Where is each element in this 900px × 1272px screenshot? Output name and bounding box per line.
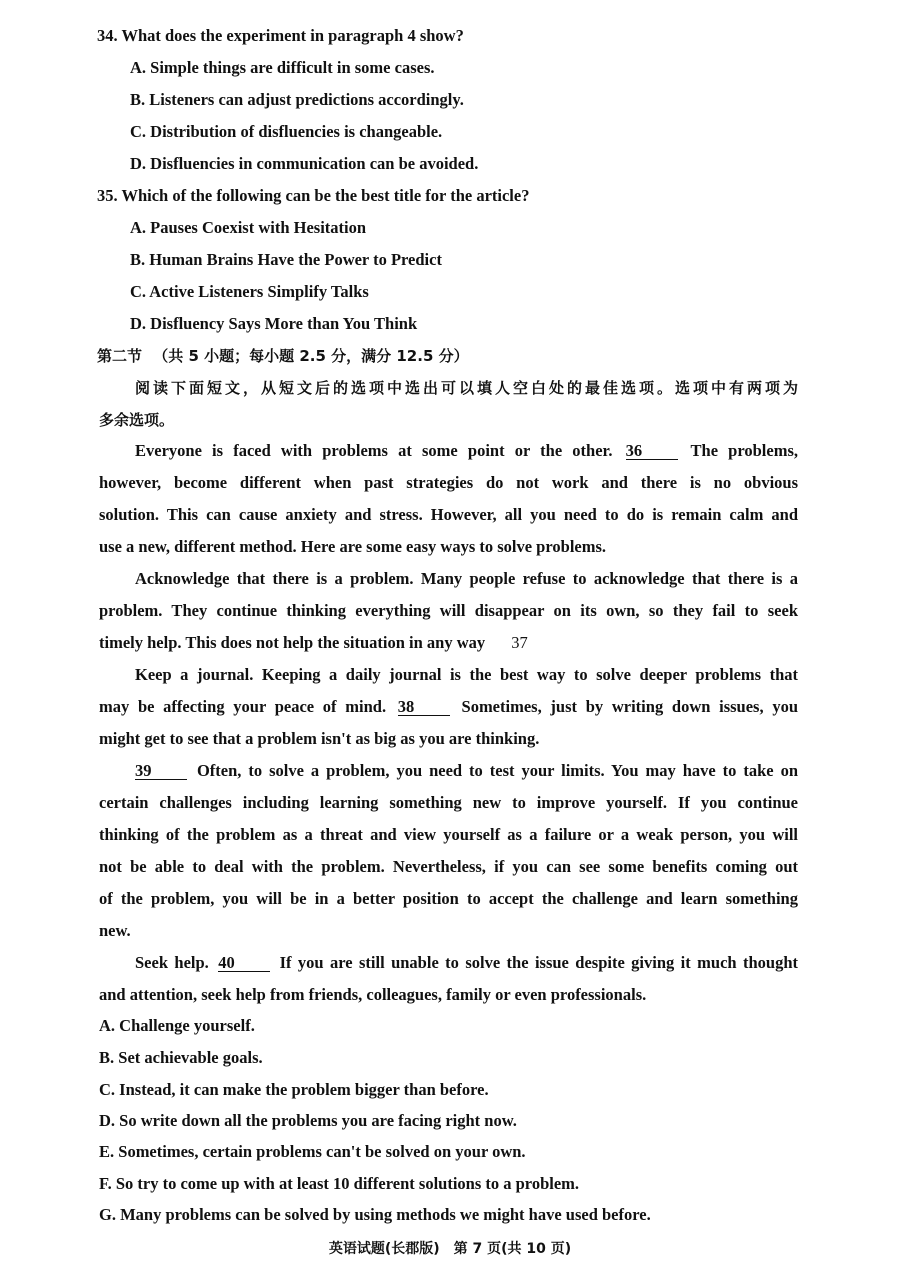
option-35-d: D. Disfluency Says More than You Think (130, 314, 418, 333)
passage-p4-line-2: certain challenges including learning something new to improve yourself. If you continue (99, 793, 798, 812)
passage-p3-line-1: Keep a journal. Keeping a daily journal is the best way to solve deeper problems that (135, 665, 798, 684)
passage-p2-line-3: timely help. This does not help the situation in any way 37 (99, 633, 528, 652)
section-instructions-line-2: 多余选项。 (99, 411, 175, 429)
passage-p3-line-2: may be affecting your peace of mind. 38 Sometimes, just by writing down issues, you (99, 697, 798, 716)
blank-40[interactable]: 40 (218, 954, 270, 972)
passage-p1-line-3: solution. This can cause anxiety and stress. However, all you need to do is remain calm and (99, 505, 798, 524)
passage-p3-line-3: might get to see that a problem isn't as big as you are thinking. (99, 729, 540, 748)
option-35-c: C. Active Listeners Simplify Talks (130, 282, 369, 301)
footer-page-number: 第 7 页(共 10 页) (453, 1241, 572, 1257)
question-34 (97, 26, 464, 46)
footer-title: 英语试题(长郡版) (328, 1241, 440, 1257)
answer-option-a: A. Challenge yourself. (99, 1016, 255, 1035)
blank-36[interactable]: 36 (626, 442, 678, 460)
page-footer (0, 1238, 900, 1258)
question-number: 34. (97, 26, 118, 45)
question-text: What does the experiment in paragraph 4 show? (121, 26, 464, 45)
option-34-c: C. Distribution of disfluencies is changeable. (130, 122, 443, 141)
passage-p4-line-3: thinking of the problem as a threat and view yourself as a failure or a weak person, you will (99, 825, 798, 844)
passage-p4-line-4: not be able to deal with the problem. Nevertheless, if you can see some benefits coming out (99, 857, 798, 876)
answer-option-f: F. So try to come up with at least 10 different solutions to a problem. (99, 1174, 580, 1193)
section-instructions-line-1: 阅读下面短文，从短文后的选项中选出可以填人空白处的最佳选项。选项中有两项为 (135, 379, 798, 397)
passage-p1-line-4: use a new, different method. Here are some easy ways to solve problems. (99, 537, 607, 556)
passage-p4-line-5: of the problem, you will be in a better position to accept the challenge and learn something (99, 889, 798, 908)
question-35 (97, 186, 529, 206)
passage-p5-line-2: and attention, seek help from friends, colleagues, family or even professionals. (99, 985, 647, 1004)
blank-39[interactable]: 39 (135, 762, 187, 780)
answer-option-g: G. Many problems can be solved by using methods we might have used before. (99, 1205, 651, 1224)
option-35-a: A. Pauses Coexist with Hesitation (130, 218, 367, 237)
blank-38[interactable]: 38 (398, 698, 450, 716)
answer-option-c: C. Instead, it can make the problem bigger than before. (99, 1080, 489, 1099)
passage-p2-line-2: problem. They continue thinking everything will disappear on its own, so they fail to seek (99, 601, 798, 620)
passage-p5-line-1: Seek help. 40 If you are still unable to solve the issue despite giving it much thought (135, 953, 799, 972)
option-34-a: A. Simple things are difficult in some cases. (130, 58, 435, 77)
answer-option-e: E. Sometimes, certain problems can't be solved on your own. (99, 1142, 526, 1161)
question-number: 35. (97, 186, 118, 205)
option-35-b: B. Human Brains Have the Power to Predict (130, 250, 442, 269)
passage-p2-line-1: Acknowledge that there is a problem. Many people refuse to acknowledge that there is a (135, 569, 798, 588)
passage-p4-line-1: 39 Often, to solve a problem, you need to test your limits. You may have to take on (135, 761, 799, 780)
blank-37[interactable]: 37 (511, 633, 528, 652)
passage-p1-line-2: however, become different when past strategies do not work and there is no obvious (99, 473, 798, 492)
section-heading (97, 346, 469, 366)
question-text: Which of the following can be the best title for the article? (121, 186, 530, 205)
answer-option-d: D. So write down all the problems you are facing right now. (99, 1111, 517, 1130)
passage-p1-line-1: Everyone is faced with problems at some point or the other. 36 The problems, (135, 441, 799, 460)
option-34-b: B. Listeners can adjust predictions accordingly. (130, 90, 464, 109)
section-title: 第二节 (97, 347, 143, 365)
passage-p4-line-6: new. (99, 921, 131, 940)
section-info: （共 5 小题；每小题 2.5 分，满分 12.5 分） (153, 347, 469, 365)
answer-option-b: B. Set achievable goals. (99, 1048, 263, 1067)
option-34-d: D. Disfluencies in communication can be avoided. (130, 154, 479, 173)
